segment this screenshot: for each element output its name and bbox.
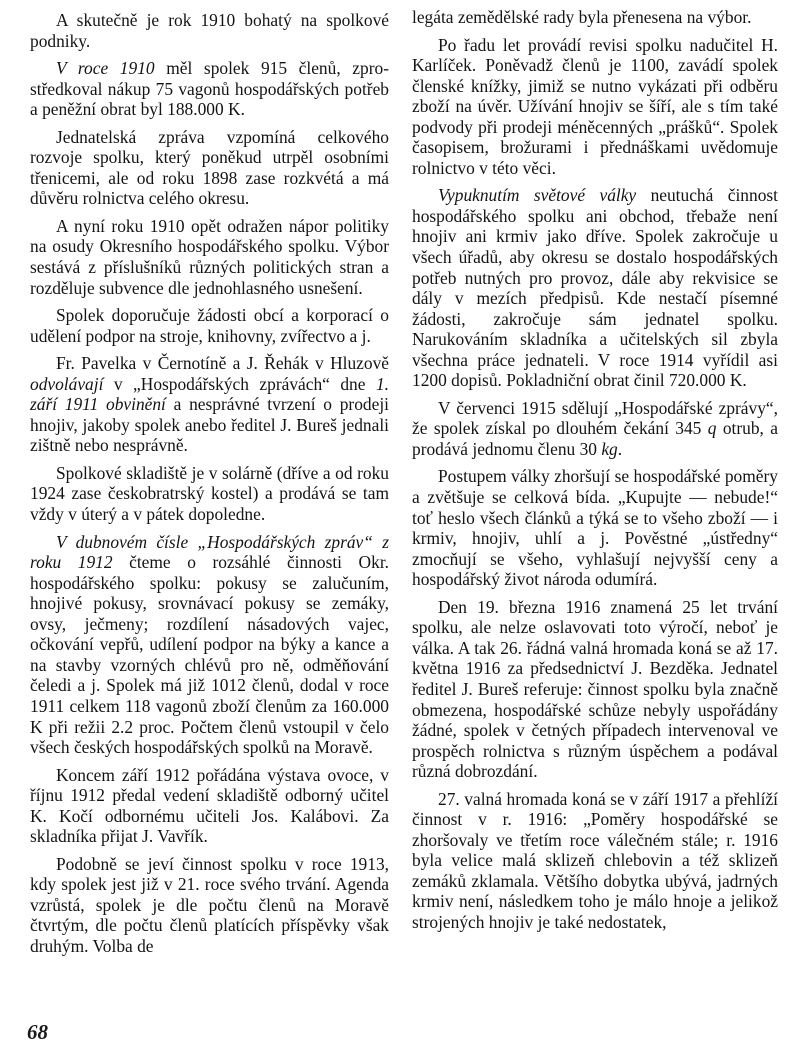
paragraph: Spolek doporučuje žádosti obcí a korporací o udělení podpor na stroje, knihovny, zvířectvo a j. xyxy=(30,305,389,346)
italic-emphasis: 1. září 1911 obvinění xyxy=(30,373,389,415)
unit-italic: q xyxy=(707,418,717,439)
italic-emphasis: odvolávají xyxy=(30,373,104,394)
paragraph: Den 19. března 1916 znamená 25 let trvání spolku, ale nelze oslavovati toto výročí, neboť je válka. A tak 26. řádná valná hromada koná se až 17. května 1916 za předsednictví J. Bezděka. Jednatel ředitel J. Bureš referuje: činnost spolku byla značně obmezena, hospodářské schůze nebyly uspořádány žádné, spolek v četných případech intervenoval ve prospěch rolnictva s různým úspěchem a podával různá dobrozdání. xyxy=(412,596,778,782)
paragraph xyxy=(412,398,778,460)
paragraph-continued: legáta zemědělské rady byla přenesena na výbor. xyxy=(412,7,752,27)
paragraph-text: . xyxy=(617,438,623,459)
italic-emphasis: V roce 1910 xyxy=(56,58,155,79)
paragraph: A nyní roku 1910 opět odražen nápor politiky na osudy Okresního hospodářského spolku. Výbor sestává z příslušníků různých politických stran a rozděluje subvence dle jednohlasného usnešení. xyxy=(30,215,389,298)
paragraph-text: neutuchá činnost hospodářského spolku ani obchod, třebaže není hnojiv ani krmiv jako dříve. Spolek zakročuje u všech úřadů, aby okresu se dostalo hospodářských potřeb nutných pro provoz, dále aby rekvisice se dály v mezích předpisů. Kde nestačí písemné žádosti, zakročuje sám jednatel spolku. Narukováním skladníka a učitelských sil zbyla všechna práce jednateli. V roce 1914 vyřídil asi 1200 dopisů. Pokladniční obrat činil 720.000 K. xyxy=(412,185,778,391)
paragraph-text: Fr. Pavelka v Černotíně a J. Řehák v Hluzově xyxy=(56,353,389,374)
italic-emphasis: Vypuknutím světové války xyxy=(438,185,637,206)
paragraph: Po řadu let provádí revisi spolku nadučitel H. Karlíček. Poněvadž členů je 1100, zavádí spolek členské knížky, jimiž se nutno vykázati při odběru zboží na úvěr. Užívání hnojiv se šíří, ale s tím také podvody při prodeji méněcenných „prášků“. Spolek časopisem, brožurami i přednáškami uvědomuje rolnictvo v této věci. xyxy=(412,34,778,178)
paragraph: Jednatelská zpráva vzpomíná celkového rozvoje spolku, který poněkud utrpěl osobními třenicemi, ale od roku 1898 zase rozkvétá a má důvěru rolnictva celého okresu. xyxy=(30,126,389,209)
paragraph: Spolkové skladiště je v solárně (dříve a od roku 1924 zase českobratrský kostel) a prodává se tam vždy v úterý a v pátek dopoledne. xyxy=(30,462,389,525)
paragraph-text: v „Hospodářských zprávách“ dne xyxy=(103,373,376,394)
paragraph-text: otrub, a prodává jednomu členu 30 xyxy=(412,418,778,459)
paragraph xyxy=(30,353,389,456)
paragraph xyxy=(30,532,389,758)
paragraph: Koncem září 1912 pořádána výstava ovoce, v říjnu 1912 předal vedení skladiště odborný učitel K. Kočí odbornému učiteli Jos. Kalábovi. Za skladníka přijat J. Vavřík. xyxy=(30,764,389,847)
left-column xyxy=(30,10,389,964)
paragraph xyxy=(412,185,778,390)
paragraph-text: V červenci 1915 sdělují „Hospodářské zprávy“, že spolek získal po dlouhém čekání 345 xyxy=(412,397,778,439)
paragraph-text: čteme o rozsáhlé činnosti Okr. hospodářského spolku: pokusy se zalučuním, hnojivé pokusy, srovnávací pokusy se zemáky, ovsy, ječmeny; rozdílení násadových vajec, očkování vepřů, udílení podpor na býky a kance a na stavby vzorných chlévů pro ně, odměňování čeledi a j. Spolek má již 1012 členů, dodal v roce 1911 celkem 118 vagonů zboží členům za 160.000 K při režii 2.2 proc. Počtem členů vstoupil v čelo všech českých hospodářských spolků na Moravě. xyxy=(30,552,389,758)
paragraph: Podobně se jeví činnost spolku v roce 1913, kdy spolek jest již v 21. roce svého trvání. Agenda vzrůstá, spolek je dle počtu členů na Moravě čtvrtým, dle počtu členů platících příspěvky však druhým. Volba de xyxy=(30,853,389,956)
paragraph xyxy=(30,58,389,120)
right-column xyxy=(412,7,778,940)
paragraph: Postupem války zhoršují se hospodářské poměry a zvětšuje se celková bída. „Kupujte — nebude!“ toť heslo všech článků a týká se to všeho zboží — i krmiv, hnojiv, uhlí a j. Pověstné „ústředny“ zmocňují se všeho, vyhlašují nejvyšší ceny a hospodářský život národa odumírá. xyxy=(412,466,778,590)
italic-emphasis: V dubnovém čísle „Hospodářských zpráv“ z roku 1912 xyxy=(30,531,389,573)
paragraph-text: a nesprávné tvrzení o prodeji hnojiv, jakoby spolek anebo ředitel J. Bureš jednali zištně nebo nesprávně. xyxy=(30,394,389,456)
paragraph: A skutečně je rok 1910 bohatý na spolkové podniky. xyxy=(30,10,389,51)
paragraph: 27. valná hromada koná se v září 1917 a přehlíží činnost v r. 1916: „Poměry hospodářské se zhoršovaly ve třetím roce válečném stále; r. 1916 byla velice malá sklizeň chlebovin a též sklizeň zemáků zklamala. Většího dobytka ubývá, jadrných krmiv není, následkem toho je málo hnoje a jelikož strojených hnojiv je také nedostatek, xyxy=(412,788,778,932)
paragraph-text: měl spolek 915 členů, zprostředkoval nákup 75 vagonů hospodářských potřeb a peněžní obrat byl 188.000 K. xyxy=(30,58,389,120)
page-number: 68 xyxy=(27,1020,48,1044)
unit-italic: kg xyxy=(601,438,618,459)
